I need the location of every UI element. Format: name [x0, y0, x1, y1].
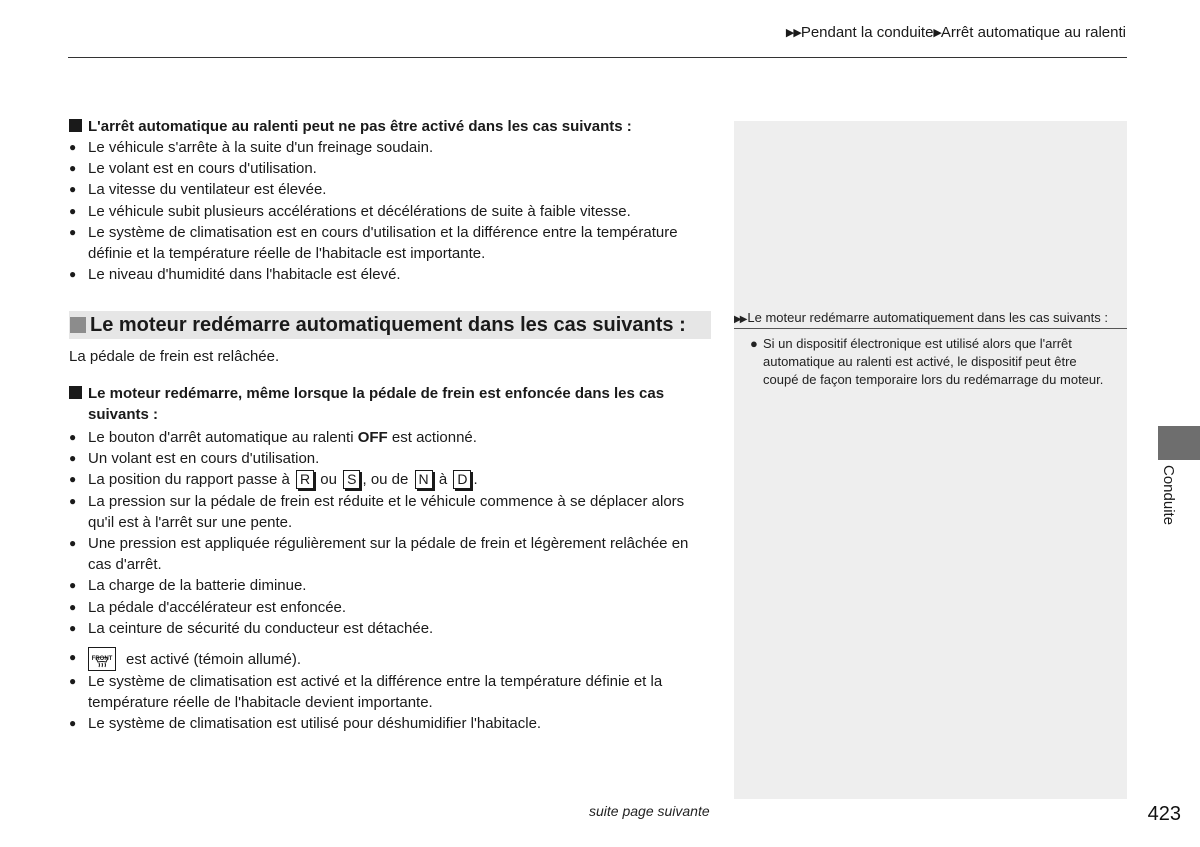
list-item-text: La pédale d'accélérateur est enfoncée.	[88, 598, 347, 616]
list-item	[69, 671, 714, 713]
section-b-heading	[69, 311, 711, 339]
page-number: 423	[1147, 803, 1181, 825]
gear-d-icon: D	[453, 470, 471, 489]
bullet-icon: ●	[69, 620, 77, 635]
list-item	[69, 713, 714, 734]
section-a-list	[69, 137, 714, 285]
section-b-intro: La pédale de frein est relâchée.	[69, 348, 280, 365]
list-item	[69, 533, 714, 575]
gear-s-icon: S	[343, 470, 360, 489]
list-item	[69, 179, 714, 200]
list-item	[69, 469, 714, 490]
list-item	[69, 222, 714, 264]
side-note-list	[746, 335, 1106, 389]
bullet-icon: ●	[69, 267, 77, 282]
list-item-text: La vitesse du ventilateur est élevée.	[88, 181, 327, 199]
list-item	[69, 647, 714, 671]
list-item	[69, 137, 714, 158]
front-defrost-icon	[88, 647, 116, 671]
list-item	[69, 158, 714, 179]
list-item-text: Le système de climatisation est en cours d'utilisation et la différence entre la température définie et la température réelle de l'habitacle est importante.	[88, 223, 678, 263]
reference-arrow-icon: ▶▶	[734, 314, 746, 325]
chapter-tab[interactable]	[1158, 426, 1200, 460]
off-button-label: OFF	[357, 429, 388, 446]
list-item-text: ou	[316, 471, 342, 489]
list-item-text: est actionné.	[387, 429, 477, 446]
list-item-text: La charge de la batterie diminue.	[88, 577, 307, 595]
list-item-text: La pression sur la pédale de frein est réduite et le véhicule commence à se déplacer alors qu'il est à l'arrêt sur une pente.	[88, 492, 685, 531]
side-note-item-text: Si un dispositif électronique est utilisé alors que l'arrêt automatique au ralenti est activé, le dispositif peut être coupé de façon temporaire lors du redémarrage du moteur.	[763, 336, 1104, 387]
bullet-icon: ●	[69, 599, 77, 614]
list-item	[69, 618, 714, 639]
header-divider	[68, 57, 1127, 58]
bullet-icon: ●	[69, 536, 77, 551]
section-c-list	[69, 427, 714, 735]
section-c-heading-text: Le moteur redémarre, même lorsque la pédale de frein est enfoncée dans les cas suivants :	[88, 385, 665, 423]
section-a-heading	[69, 116, 708, 137]
list-item	[69, 491, 714, 533]
bullet-icon: ●	[69, 493, 77, 508]
list-item	[69, 448, 714, 469]
heading-square-icon	[69, 119, 82, 132]
list-item-text: est activé (témoin allumé).	[126, 651, 302, 669]
breadcrumb-marker-icon: ▶▶	[785, 27, 801, 39]
bullet-icon: ●	[69, 578, 77, 593]
list-item-text: Le véhicule subit plusieurs accélérations et décélérations de suite à faible vitesse.	[88, 202, 631, 220]
breadcrumb-part-2[interactable]: Arrêt automatique au ralenti	[940, 24, 1126, 41]
list-item	[69, 201, 714, 222]
list-item-text: , ou de	[362, 471, 413, 489]
list-item	[69, 575, 714, 596]
bullet-icon: ●	[69, 182, 77, 197]
list-item-text: Le volant est en cours d'utilisation.	[88, 160, 317, 178]
bullet-icon: ●	[69, 650, 77, 665]
list-item-text: Le système de climatisation est activé et la différence entre la température définie et la température réelle de l'habitacle devient importante.	[88, 673, 663, 712]
list-item-text: La position du rapport passe à	[88, 471, 294, 489]
breadcrumb	[786, 24, 1126, 41]
section-c-heading	[69, 383, 708, 425]
breadcrumb-separator-icon: ▶	[933, 27, 941, 39]
gear-r-icon: R	[296, 470, 314, 489]
list-item-text: Le système de climatisation est utilisé pour déshumidifier l'habitacle.	[88, 715, 542, 733]
list-item-text: Le bouton d'arrêt automatique au ralenti	[88, 429, 358, 446]
side-note-title-text: Le moteur redémarre automatiquement dans les cas suivants :	[747, 310, 1108, 325]
list-item	[69, 427, 714, 448]
section-a-heading-text: L'arrêt automatique au ralenti peut ne pas être activé dans les cas suivants :	[88, 118, 632, 135]
list-item-text: Le niveau d'humidité dans l'habitacle est élevé.	[88, 266, 401, 284]
section-b-heading-text: Le moteur redémarre automatiquement dans les cas suivants :	[90, 314, 686, 336]
bullet-icon: ●	[69, 451, 77, 466]
breadcrumb-part-1[interactable]: Pendant la conduite	[800, 24, 934, 41]
bullet-icon: ●	[69, 674, 77, 689]
heading-square-icon	[70, 317, 86, 333]
chapter-tab-label: Conduite	[1160, 465, 1177, 526]
list-item-text: La ceinture de sécurité du conducteur est détachée.	[88, 619, 434, 637]
gear-n-icon: N	[415, 470, 433, 489]
heading-square-icon	[69, 386, 82, 399]
list-item	[69, 597, 714, 618]
bullet-icon: ●	[69, 140, 77, 154]
list-item-text: Une pression est appliquée régulièrement sur la pédale de frein et légèrement relâchée en cas d'arrêt.	[88, 535, 689, 574]
list-item-text: Le véhicule s'arrête à la suite d'un freinage soudain.	[88, 139, 434, 156]
bullet-icon: ●	[69, 472, 77, 487]
bullet-icon: ●	[750, 336, 758, 351]
list-item-text: à	[434, 471, 452, 489]
sidebar-panel	[734, 121, 1127, 799]
bullet-icon: ●	[69, 224, 77, 239]
bullet-icon: ●	[69, 430, 77, 444]
bullet-icon: ●	[69, 161, 77, 176]
list-item-text: Un volant est en cours d'utilisation.	[88, 450, 320, 468]
side-note-title	[734, 310, 1127, 329]
bullet-icon: ●	[69, 203, 77, 218]
bullet-icon: ●	[69, 716, 77, 731]
continued-note: suite page suivante	[589, 803, 710, 819]
list-item-text: .	[473, 471, 478, 489]
front-defrost-icon-label: FRONT	[91, 656, 113, 663]
list-item	[69, 264, 714, 285]
side-note-item	[746, 335, 1106, 389]
